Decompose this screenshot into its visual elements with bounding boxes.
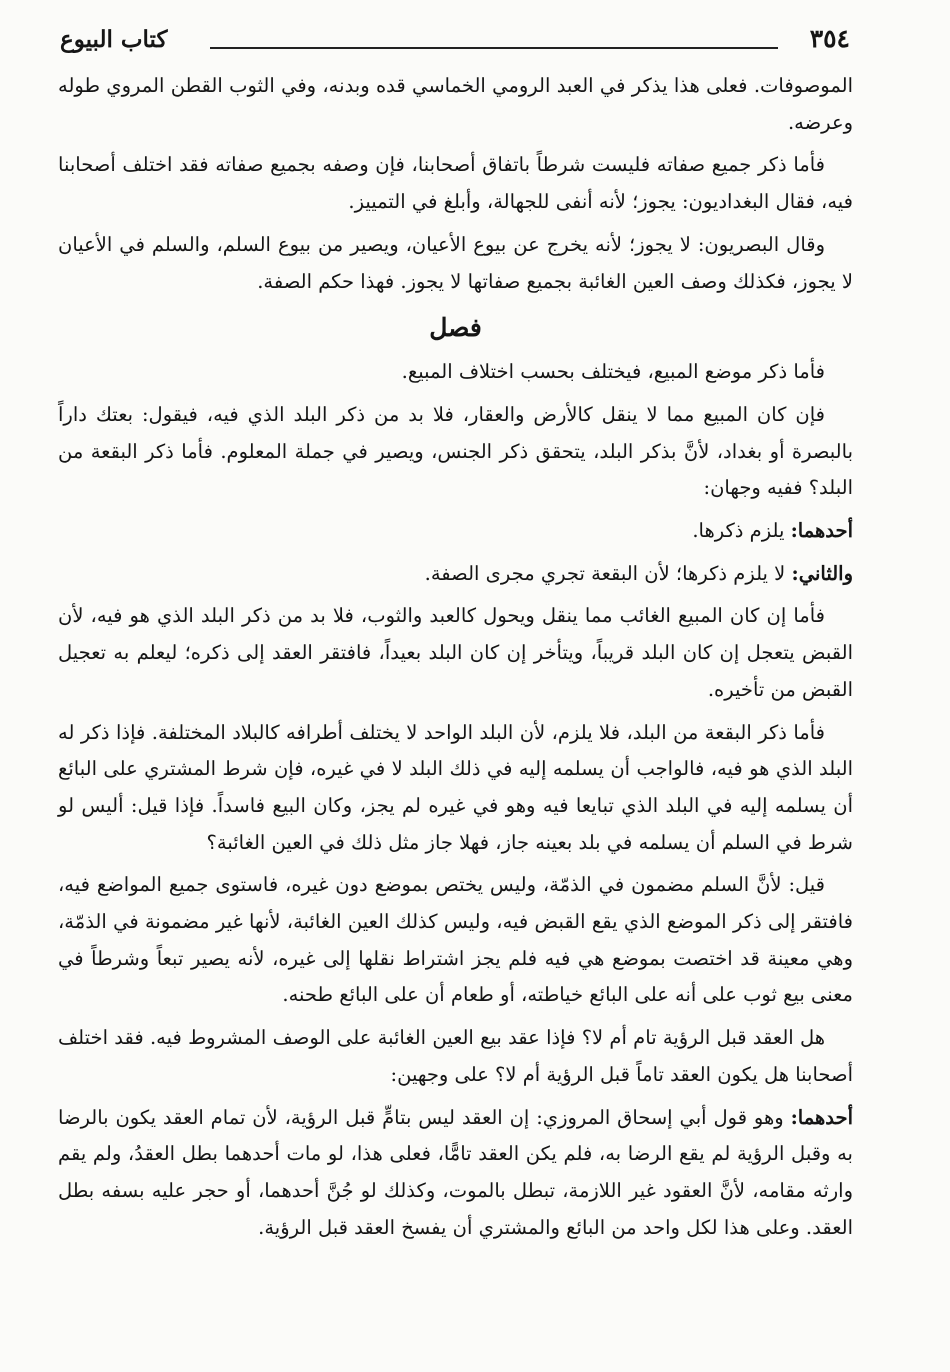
- paragraph: [58, 556, 853, 593]
- paragraph: [58, 354, 853, 391]
- paragraph-text: قيل: لأنَّ السلم مضمون في الذمّة، وليس يختص بموضع دون غيره، فاستوى جميع المواضع فيه، فافتقر إلى ذكر الموضع الذي يقع القبض فيه، وليس كذلك العين الغائبة، لأنها غير مضمونة في الذمّة، وهي معينة قد اختصت بموضع هي فيه فلم يجز اشتراط نقلها إلى غيره، لأنه يصير تبعاً وشرطاً في معنى بيع ثوب على أنه على البائع خياطته، أو طعام أن على البائع طحنه.: [58, 873, 853, 1007]
- paragraph-text: هل العقد قبل الرؤية تام أم لا؟ فإذا عقد بيع العين الغائبة على الوصف المشروط فيه. فقد اختلف أصحابنا هل يكون العقد تاماً قبل الرؤية أم لا؟ على وجهين:: [58, 1026, 853, 1086]
- page-number: ٣٥٤: [809, 24, 850, 53]
- paragraph-text: وقال البصريون: لا يجوز؛ لأنه يخرج عن بيوع الأعيان، ويصير من بيوع السلم، والسلم في الأعيان لا يجوز، فكذلك وصف العين الغائبة بجميع صفاتها لا يجوز. فهذا حكم الصفة.: [58, 232, 853, 293]
- paragraph-text: وهو قول أبي إسحاق المروزي: إن العقد ليس بتامٍّ قبل الرؤية، لأن تمام العقد يكون بالرضا به وقبل الرؤية لم يقع الرضا به، فلم يكن العقد تامًّا، فعلى هذا، لو مات أحدهما بطل العقدُ، ولم يقم وارثه مقامه، لأنَّ العقود غير اللازمة، تبطل بالموت، وكذلك لو جُنَّ أحدهما، أو حجر عليه بسفه بطل العقد. وعلى هذا لكل واحد من البائع والمشتري أن يفسخ العقد قبل الرؤية.: [58, 1105, 853, 1239]
- paragraph-text: يلزم ذكرها.: [692, 519, 791, 543]
- paragraph: [58, 397, 853, 507]
- paragraph: [58, 68, 853, 141]
- paragraph-term: أحدهما:: [790, 1105, 853, 1129]
- paragraph: [58, 147, 853, 220]
- paragraph: [58, 1100, 853, 1247]
- paragraphs-before-section: [58, 68, 853, 300]
- paragraph-text: فأما ذكر موضع المبيع، فيختلف بحسب اختلاف المبيع.: [401, 360, 825, 384]
- paragraph: [58, 227, 853, 300]
- paragraph: [58, 867, 853, 1014]
- paragraph-text: فإن كان المبيع مما لا ينقل كالأرض والعقار، فلا بد من ذكر البلد الذي فيه، فيقول: بعتك داراً بالبصرة أو بغداد، لأنَّ بذكر البلد، يتحقق ذكر الجنس، ويصير في جملة المعلوم. فأما ذكر البقعة من البلد؟ ففيه وجهان:: [58, 402, 853, 500]
- paragraph: [58, 1020, 853, 1093]
- paragraph: [58, 598, 853, 708]
- paragraph-text: فأما ذكر البقعة من البلد، فلا يلزم، لأن البلد الواحد لا يختلف أطرافه كالبلاد المختلفة. فإذا ذكر له البلد الذي هو فيه، فالواجب أن يسلمه إليه في ذلك البلد لا في غيره، فإن شرط المشتري على البائع أن يسلمه إليه في البلد الذي تبايعا فيه وهو في غيره لم يجز، وكان البيع فاسداً. فإذا قيل: أليس لو شرط في السلم أن يسلمه في بلد بعينه جاز، فهلا جاز مثل ذلك في العين الغائبة؟: [58, 720, 853, 854]
- paragraph-text: فأما إن كان المبيع الغائب مما ينقل ويحول كالعبد والثوب، فلا بد من ذكر البلد الذي هو فيه، لأن القبض يتعجل إن كان البلد قريباً، ويتأخر إن كان البلد بعيداً، فافتقر العقد إلى ذكره؛ ليعلم به تعجيل القبض من تأخيره.: [58, 604, 853, 701]
- page-header: [60, 18, 850, 62]
- paragraph-text: لا يلزم ذكرها؛ لأن البقعة تجري مجرى الصفة.: [424, 561, 792, 585]
- section-heading: فصل: [429, 313, 482, 343]
- paragraph: [58, 715, 853, 862]
- paragraph: [58, 513, 853, 550]
- book-title: كتاب البيوع: [60, 26, 168, 53]
- paragraph-text: الموصوفات. فعلى هذا يذكر في العبد الرومي الخماسي قده وبدنه، وفي الثوب القطن المروي طوله وعرضه.: [58, 74, 853, 134]
- header-rule: [210, 47, 778, 49]
- paragraph-term: أحدهما:: [790, 519, 853, 543]
- paragraph-text: فأما ذكر جميع صفاته فليست شرطاً باتفاق أصحابنا، فإن وصفه بجميع صفاته فقد اختلف أصحابنا فيه، فقال البغداديون: يجوز؛ لأنه أنفى للجهالة، وأبلغ في التمييز.: [58, 153, 853, 214]
- paragraphs-after-section: [58, 354, 853, 1246]
- page-body: [58, 68, 853, 1252]
- paragraph-term: والثاني:: [791, 561, 853, 585]
